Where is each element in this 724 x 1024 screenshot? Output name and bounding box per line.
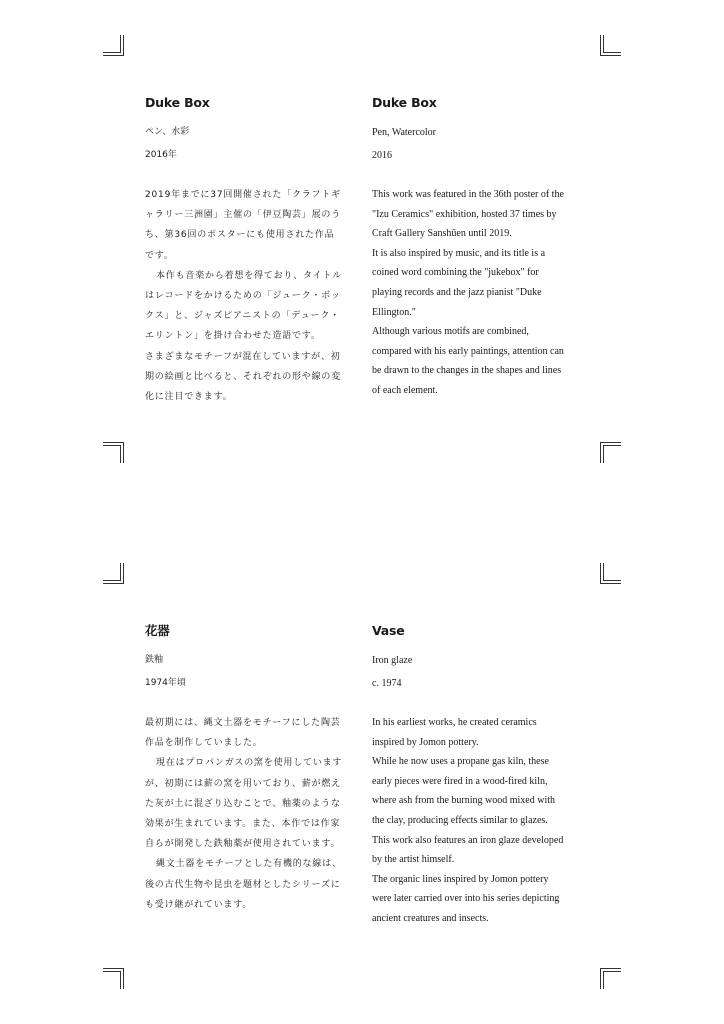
english-column: [372, 95, 584, 396]
crop-mark-top-left: [103, 35, 125, 57]
description-line: inspired by Jomon pottery.: [372, 736, 479, 748]
description-line: はレコードをかけるための「ジューク・ボッ: [145, 291, 341, 302]
description-line: 作品を制作していました。: [145, 738, 263, 749]
description-line: Although various motifs are combined,: [372, 326, 529, 338]
description-line: where ash from the burning wood mixed with: [372, 795, 556, 807]
description-line: While he now uses a propane gas kiln, these: [372, 756, 549, 768]
description-line: The organic lines inspired by Jomon pottery: [372, 873, 549, 885]
crop-mark-top-left: [103, 563, 125, 585]
description-line: 化に注目できます。: [145, 392, 233, 403]
description-line: Craft Gallery Sanshūen until 2019.: [372, 228, 512, 240]
description-line: です。: [145, 250, 174, 261]
work-description-ja: [145, 713, 342, 915]
work-description-ja: [145, 185, 342, 407]
description-line: 自らが開発した鉄釉薬が使用されています。: [145, 839, 341, 850]
description-line: ancient creatures and insects.: [372, 912, 489, 924]
description-line: 最初期には、縄文土器をモチーフにした陶芸: [145, 718, 341, 728]
description-line: be drawn to the changes in the shapes and lines: [372, 365, 562, 377]
description-line: It is also inspired by music, and its title is a: [372, 247, 546, 259]
work-title-ja: Duke Box: [145, 95, 210, 110]
description-line: 2019年までに37回開催された「クラフトギ: [145, 190, 341, 200]
japanese-column: [145, 95, 357, 403]
work-description-en: [372, 185, 564, 401]
description-line: 効果が生まれています。また、本作では作家: [145, 819, 341, 830]
work-title-ja: 花器: [145, 623, 170, 638]
japanese-column: [145, 623, 357, 910]
work-title-en: Vase: [372, 623, 405, 638]
description-line: 期の絵画と比べると、それぞれの形や線の変: [145, 371, 342, 382]
work-description-en: [372, 713, 563, 929]
description-line: by the artist himself.: [372, 854, 455, 866]
description-line: エリントン」を掛け合わせた造語です。: [145, 331, 321, 342]
work-medium-ja: ペン、水彩: [145, 127, 190, 137]
description-line: of each element.: [372, 384, 438, 396]
description-line: the clay, producing effects similar to glazes.: [372, 814, 548, 826]
crop-mark-bottom-left: [103, 967, 125, 989]
description-line: early pieces were fired in a wood-fired kiln,: [372, 775, 548, 787]
crop-mark-bottom-right: [599, 967, 621, 989]
description-line: クス」と、ジャズピアニストの「デューク・: [145, 311, 341, 322]
description-line: 後の古代生物や昆虫を題材としたシリーズに: [145, 879, 341, 890]
crop-mark-bottom-right: [599, 441, 621, 463]
description-line: が、初期には薪の窯を用いており、薪が燃え: [145, 778, 342, 789]
description-line: た灰が土に混ざり込むことで、釉薬のような: [145, 798, 341, 809]
work-medium-ja: 鉄釉: [145, 655, 164, 665]
work-year-en: 2016: [372, 150, 392, 161]
description-line: ャラリー三洲園」主催の「伊豆陶芸」展のう: [145, 210, 342, 221]
description-line: In his earliest works, he created ceramics: [372, 717, 537, 728]
description-line: 縄文土器をモチーフとした有機的な線は、: [156, 859, 342, 870]
description-line: 本作も音楽から着想を得ており、タイトル: [156, 270, 343, 281]
work-year-ja: 1974年頃: [145, 678, 186, 688]
work-medium-en: Pen, Watercolor: [372, 127, 436, 138]
description-line: "Izu Ceramics" exhibition, hosted 37 times by: [372, 208, 557, 220]
crop-mark-top-right: [599, 35, 621, 57]
work-year-ja: 2016年: [145, 150, 177, 160]
description-line: playing records and the jazz pianist "Duke: [372, 286, 542, 298]
crop-mark-bottom-left: [103, 441, 125, 463]
english-column: [372, 623, 584, 924]
description-line: さまざまなモチーフが混在していますが、初: [145, 351, 341, 362]
description-line: ち、第36回のポスターにも使用された作品: [145, 230, 335, 241]
work-year-en: c. 1974: [372, 678, 402, 689]
work-title-en: Duke Box: [372, 95, 437, 110]
description-line: も受け継がれています。: [145, 899, 253, 910]
description-line: were later carried over into his series depicting: [372, 893, 560, 905]
description-line: Ellington.": [372, 306, 416, 318]
work-medium-en: Iron glaze: [372, 655, 413, 666]
description-line: coined word combining the "jukebox" for: [372, 267, 539, 279]
description-line: 現在はプロパンガスの窯を使用しています: [156, 758, 343, 769]
crop-mark-top-right: [599, 563, 621, 585]
description-line: This work also features an iron glaze developed: [372, 834, 564, 846]
description-line: This work was featured in the 36th poster of the: [372, 189, 564, 200]
description-line: compared with his early paintings, attention can: [372, 345, 564, 357]
